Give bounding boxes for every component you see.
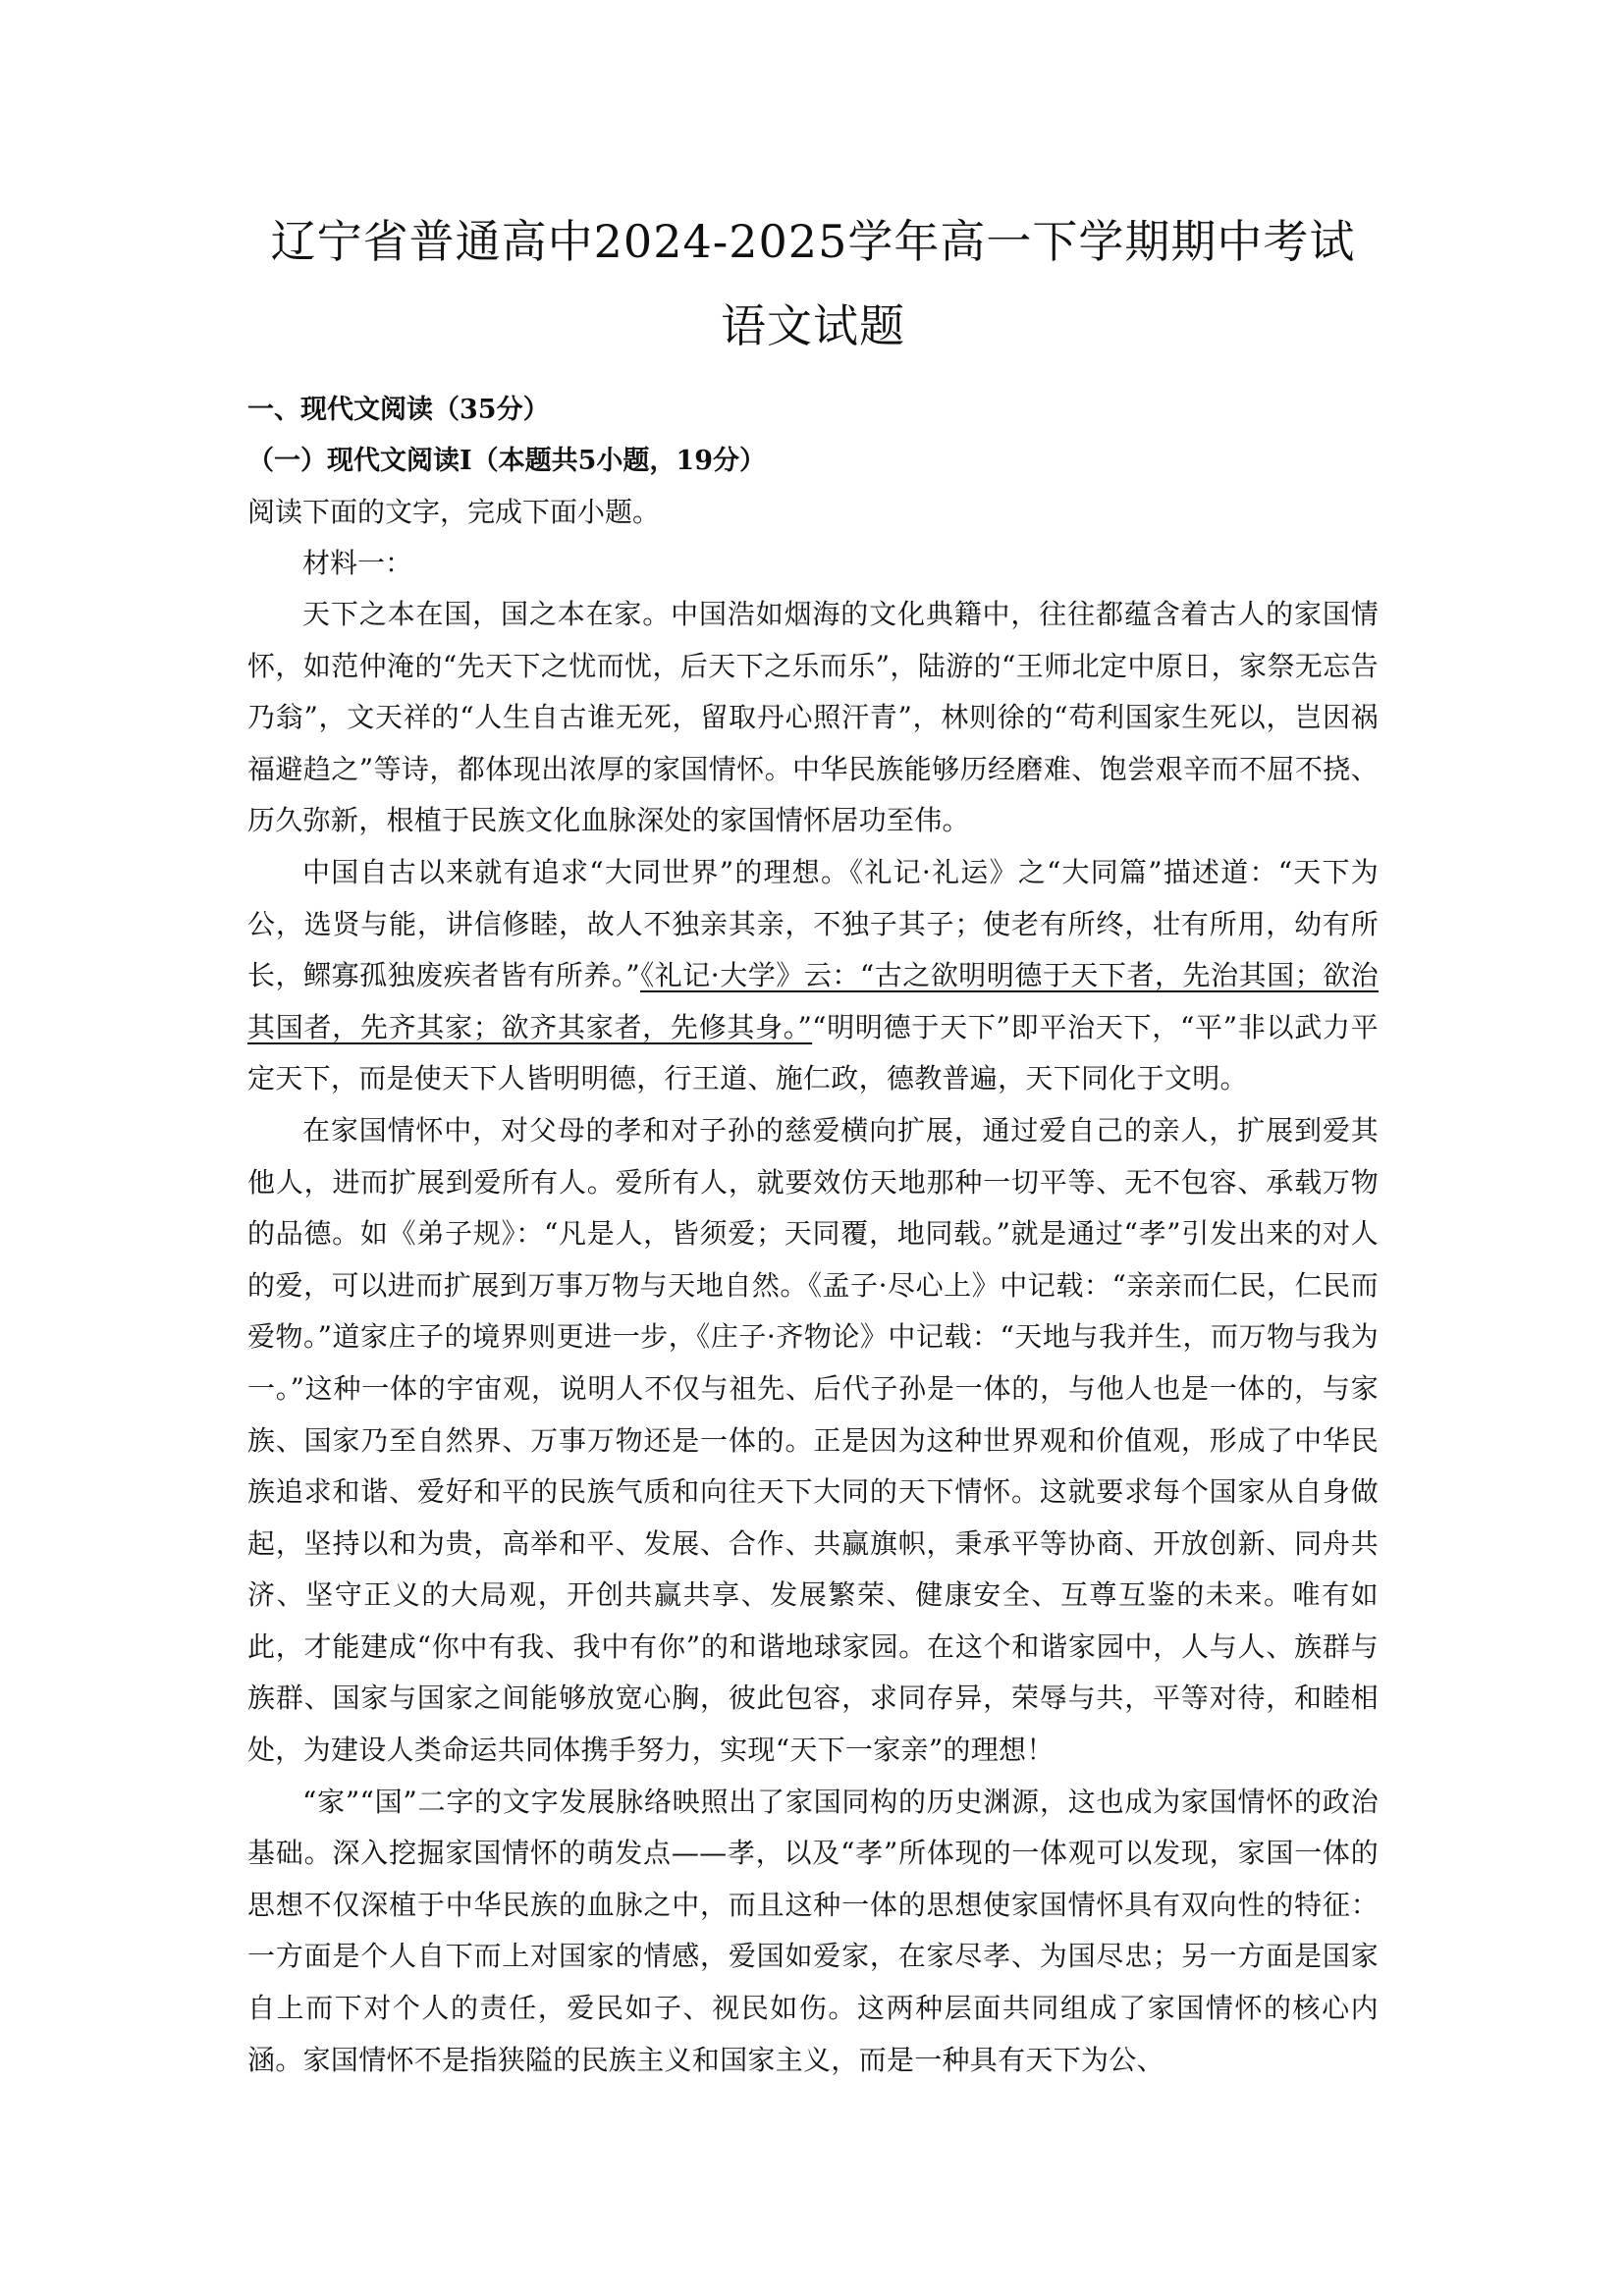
reading-instruction: 阅读下面的文字，完成下面小题。 [247,496,661,528]
section-heading: 一、现代文阅读（35分） [247,395,550,425]
paragraph-3: 在家国情怀中，对父母的孝和对子孙的慈爱横向扩展，通过爱自己的亲人，扩展到爱其他人，进而扩展到爱所有人。爱所有人，就要效仿天地那种一切平等、无不包容、承载万物的品德。如《弟子规》：“凡是人，皆须爱；天同覆，地同载。”就是通过“孝”引发出来的对人的爱，可以进而扩展到万事万物与天地自然。《孟子·尽心上》中记载：“亲亲而仁民，仁民而爱物。”道家庄子的境界则更进一步，《庄子·齐物论》中记载：“天地与我并生，而万物与我为一。”这种一体的宇宙观，说明人不仅与祖先、后代子孙是一体的，与他人也是一体的，与家族、国家乃至自然界、万事万物还是一体的。正是因为这种世界观和价值观，形成了中华民族追求和谐、爱好和平的民族气质和向往天下大同的天下情怀。这就要求每个国家从自身做起，坚持以和为贵，高举和平、发展、合作、共赢旗帜，秉承平等协商、开放创新、同舟共济、坚守正义的大局观，开创共赢共享、发展繁荣、健康安全、互尊互鉴的未来。唯有如此，才能建成“你中有我、我中有你”的和谐地球家园。在这个和谐家园中，人与人、族群与族群、国家与国家之间能够放宽心胸，彼此包容，求同存异，荣辱与共，平等对待，和睦相处，为建设人类命运共同体携手努力，实现“天下一家亲”的理想！ [247,1113,1379,1767]
section-subheading: （一）现代文阅读Ⅰ（本题共5小题，19分） [247,446,766,476]
exam-subtitle: 语文试题 [721,299,905,352]
material-label: 材料一： [302,547,413,579]
underlined-quote: 《礼记·大学》云：“古之欲明明德于天下者，先治其国；欲治其国者，先齐其家；欲齐其家者，先修其身。” [247,959,1379,1043]
paragraph-2 [247,847,1379,1105]
paragraph-2-part-3: “明明德于天下”即平治天下，“平”非以武力平定天下，而是使天下人皆明明德，行王道、施仁政，德教普遍，天下同化于文明。 [247,1010,1379,1095]
paragraph-1: 天下之本在国，国之本在家。中国浩如烟海的文化典籍中，往往都蕴含着古人的家国情怀，如范仲淹的“先天下之忧而忧，后天下之乐而乐”，陆游的“王师北定中原日，家祭无忘告乃翁”，文天祥的“人生自古谁无死，留取丹心照汗青”，林则徐的“苟利国家生死以，岂因祸福避趋之”等诗，都体现出浓厚的家国情怀。中华民族能够历经磨难、饱尝艰辛而不屈不挠、历久弥新，根植于民族文化血脉深处的家国情怀居功至伟。 [247,598,1379,837]
document-page [247,206,1379,2086]
paragraph-2-part-1: 中国自古以来就有追求“大同世界”的理想。《礼记·礼运》之“大同篇”描述道：“天下为公，选贤与能，讲信修睦，故人不独亲其亲，不独子其子；使老有所终，壮有所用，幼有所长，鳏寡孤独废疾者皆有所养。” [247,855,1379,992]
paragraph-4: “家”“国”二字的文字发展脉络映照出了家国同构的历史渊源，这也成为家国情怀的政治基础。深入挖掘家国情怀的萌发点——孝，以及“孝”所体现的一体观可以发现，家国一体的思想不仅深植于中华民族的血脉之中，而且这种一体的思想使家国情怀具有双向性的特征：一方面是个人自下而上对国家的情感，爱国如爱家，在家尽孝、为国尽忠；另一方面是国家自上而下对个人的责任，爱民如子、视民如伤。这两种层面共同组成了家国情怀的核心内涵。家国情怀不是指狭隘的民族主义和国家主义，而是一种具有天下为公、 [247,1785,1379,2076]
exam-title: 辽宁省普通高中2024-2025学年高一下学期期中考试 [270,215,1356,268]
